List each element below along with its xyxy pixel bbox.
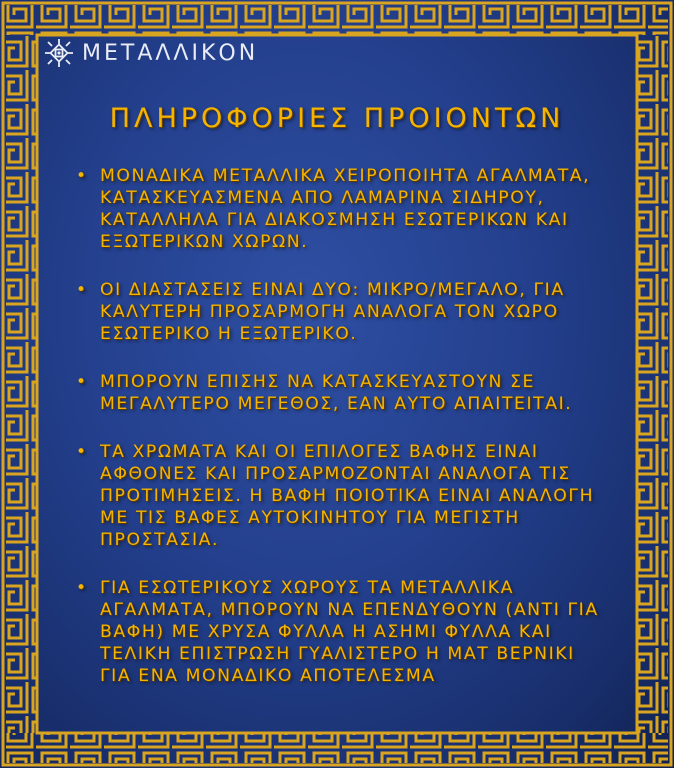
list-item <box>76 577 606 687</box>
bullet-icon: • <box>76 166 88 186</box>
list-item <box>76 441 606 551</box>
list-item <box>76 371 606 415</box>
ornament-logo-icon <box>44 38 74 68</box>
list-item-text: ΓΙΑ ΕΣΩΤΕΡΙΚΟΥΣ ΧΩΡΟΥΣ ΤΑ ΜΕΤΑΛΛΙΚΑ ΑΓΑΛΜΑΤΑ, ΜΠΟΡΟΥΝ ΝΑ ΕΠΕΝΔΥΘΟΥΝ (ΑΝΤΙ ΓΙΑ ΒΑΦΗ) ΜΕ ΧΡΥΣΑ ΦΥΛΛΑ Η ΑΣΗΜΙ ΦΥΛΛΑ ΚΑΙ ΤΕΛΙΚΗ ΕΠΙΣΤΡΩΣΗ ΓΥΑΛΙΣΤΕΡΟ Η ΜΑΤ ΒΕΡΝΙΚΙ ΓΙΑ ΕΝΑ ΜΟΝΑΔΙΚΟ ΑΠΟΤΕΛΕΣΜΑ <box>100 578 599 686</box>
list-item-text: ΜΠΟΡΟΥΝ ΕΠΙΣΗΣ ΝΑ ΚΑΤΑΣΚΕΥΑΣΤΟΥΝ ΣΕ ΜΕΓΑΛΥΤΕΡΟ ΜΕΓΕΘΟΣ, ΕΑΝ ΑΥΤΟ ΑΠΑΙΤΕΙΤΑΙ. <box>100 372 573 414</box>
product-info-list <box>76 165 606 713</box>
list-item-text: ΟΙ ΔΙΑΣΤΑΣΕΙΣ ΕΙΝΑΙ ΔΥΟ: ΜΙΚΡΟ/ΜΕΓΑΛΟ, ΓΙΑ ΚΑΛΥΤΕΡΗ ΠΡΟΣΑΡΜΟΓΗ ΑΝΑΛΟΓΑ ΤΟΝ ΧΩΡΟ ΕΣΩΤΕΡΙΚΟ Η ΕΞΩΤΕΡΙΚΟ. <box>100 280 565 344</box>
bullet-icon: • <box>76 372 88 392</box>
list-item-text: ΜΟΝΑΔΙΚΑ ΜΕΤΑΛΛΙΚΑ ΧΕΙΡΟΠΟΙΗΤΑ ΑΓΑΛΜΑΤΑ, ΚΑΤΑΣΚΕΥΑΣΜΕΝΑ ΑΠΟ ΛΑΜΑΡΙΝΑ ΣΙΔΗΡΟΥ, ΚΑΤΑΛΛΗΛΑ ΓΙΑ ΔΙΑΚΟΣΜΗΣΗ ΕΣΩΤΕΡΙΚΩΝ ΚΑΙ ΕΞΩΤΕΡΙΚΩΝ ΧΩΡΩΝ. <box>100 166 591 252</box>
brand-name: ΜΕΤΑΛΛΙΚΟΝ <box>82 40 259 66</box>
bullet-icon: • <box>76 442 88 462</box>
list-item <box>76 165 606 253</box>
list-item <box>76 279 606 345</box>
list-item-text: ΤΑ ΧΡΩΜΑΤΑ ΚΑΙ ΟΙ ΕΠΙΛΟΓΕΣ ΒΑΦΗΣ ΕΙΝΑΙ ΑΦΘΟΝΕΣ ΚΑΙ ΠΡΟΣΑΡΜΟΖΟΝΤΑΙ ΑΝΑΛΟΓΑ ΤΙΣ ΠΡΟΤΙΜΗΣΕΙΣ. Η ΒΑΦΗ ΠΟΙΟΤΙΚΑ ΕΙΝΑΙ ΑΝΑΛΟΓΗ ΜΕ ΤΙΣ ΒΑΦΕΣ ΑΥΤΟΚΙΝΗΤΟΥ ΓΙΑ ΜΕΓΙΣΤΗ ΠΡΟΣΤΑΣΙΑ. <box>100 442 595 550</box>
bullet-icon: • <box>76 578 88 598</box>
bullet-icon: • <box>76 280 88 300</box>
page-title: ΠΛΗΡΟΦΟΡΙΕΣ ΠΡΟΙΟΝΤΩΝ <box>109 103 565 134</box>
brand-logo <box>44 38 258 68</box>
